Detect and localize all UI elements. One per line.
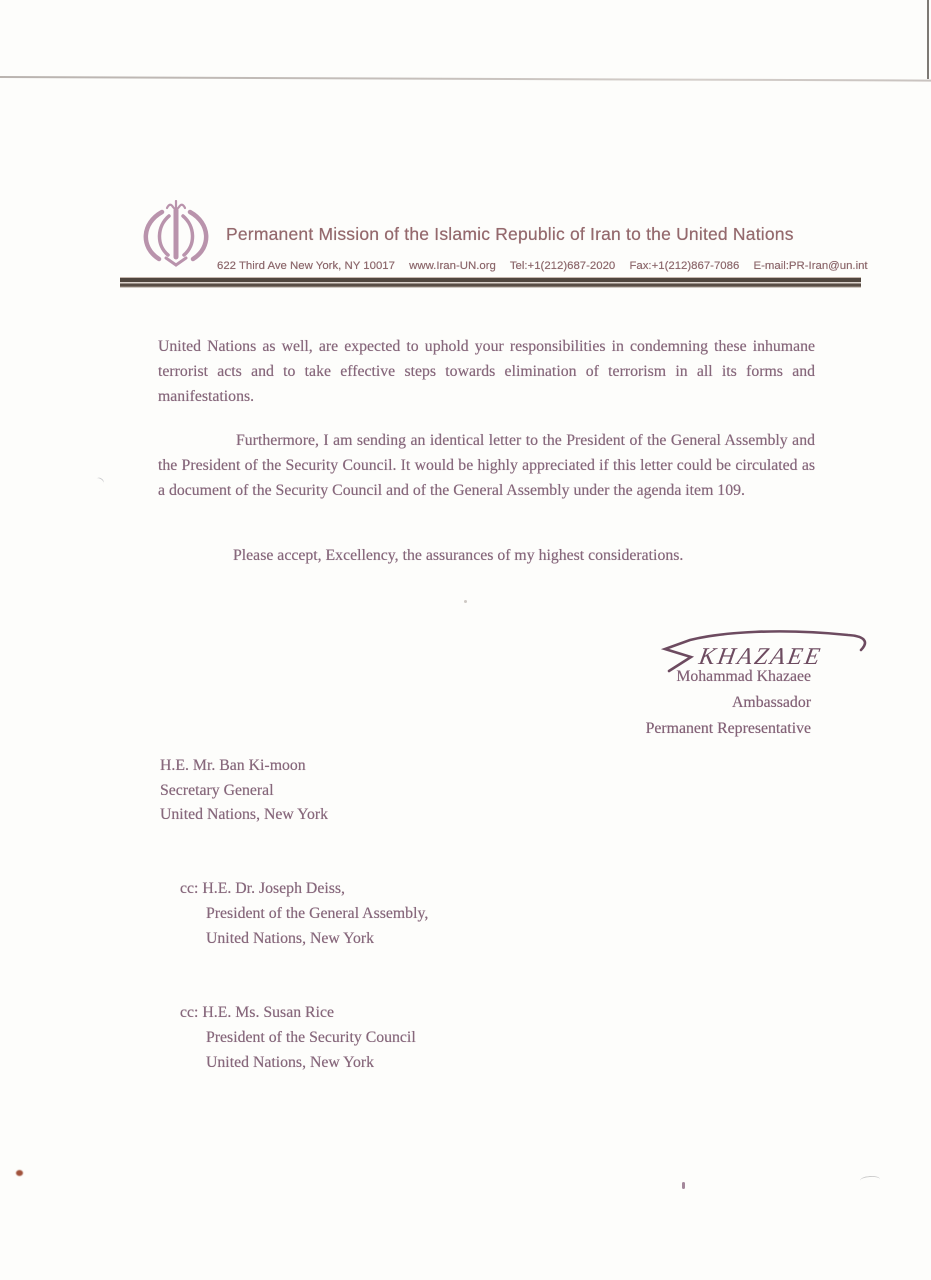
- recipient-location: United Nations, New York: [160, 806, 329, 823]
- letter-closing-line: Please accept, Excellency, the assurances of my highest considerations.: [233, 547, 684, 564]
- recipient-name: H.E. Mr. Ban Ki-moon: [160, 757, 306, 774]
- scan-speck: [16, 1170, 23, 1176]
- letterhead-website: www.Iran-UN.org: [409, 260, 496, 272]
- signer-name: Mohammad Khazaee: [676, 668, 811, 685]
- signature-block: [531, 664, 811, 742]
- scan-speck: [95, 476, 105, 486]
- recipient-block: [160, 754, 328, 828]
- iran-emblem-icon: [133, 200, 219, 273]
- signature-script-text: KHAZAEE: [696, 643, 825, 670]
- letterhead-email: E-mail:PR-Iran@un.int: [753, 260, 868, 272]
- letter-paragraph-2: Furthermore, I am sending an identical letter to the President of the General Assembly and the President of the Security Council. It would be highly appreciated if this letter could be circulated as a document of the Security Council and of the General Assembly under the agenda item 109.: [158, 432, 815, 499]
- signer-title-ambassador: Ambassador: [732, 694, 811, 711]
- scan-speck: [860, 1175, 881, 1184]
- cc-block-general-assembly: [180, 876, 428, 951]
- cc-block-security-council: [180, 1000, 416, 1075]
- scan-speck: [464, 600, 467, 603]
- cc-name: cc: H.E. Dr. Joseph Deiss,: [180, 880, 345, 897]
- letterhead-tel: Tel:+1(212)687-2020: [509, 260, 616, 272]
- cc-name: cc: H.E. Ms. Susan Rice: [180, 1004, 334, 1021]
- recipient-title: Secretary General: [160, 781, 274, 799]
- cc-title: President of the General Assembly,: [206, 905, 429, 922]
- letterhead-double-rule: [120, 277, 861, 288]
- letterhead-contact-line: [217, 260, 867, 272]
- mission-title: Permanent Mission of the Islamic Republic of Iran to the United Nations: [226, 224, 794, 244]
- cc-location: United Nations, New York: [206, 930, 375, 947]
- cc-title: President of the Security Council: [206, 1029, 416, 1046]
- signer-title-permanent-representative: Permanent Representative: [645, 720, 811, 737]
- scan-speck: [682, 1182, 685, 1189]
- letter-paragraph-1: United Nations as well, are expected to uphold your responsibilities in condemning these inhumane terrorist acts and to take effective steps towards elimination of terrorism in all its forms and manifestations.: [158, 338, 815, 405]
- cc-location: United Nations, New York: [206, 1054, 375, 1071]
- scan-page-edge-line: [0, 76, 931, 82]
- letterhead-address: 622 Third Ave New York, NY 10017: [217, 260, 395, 272]
- letterhead-fax: Fax:+1(212)867-7086: [629, 260, 740, 272]
- scan-page-edge-vertical-line: [927, 0, 929, 79]
